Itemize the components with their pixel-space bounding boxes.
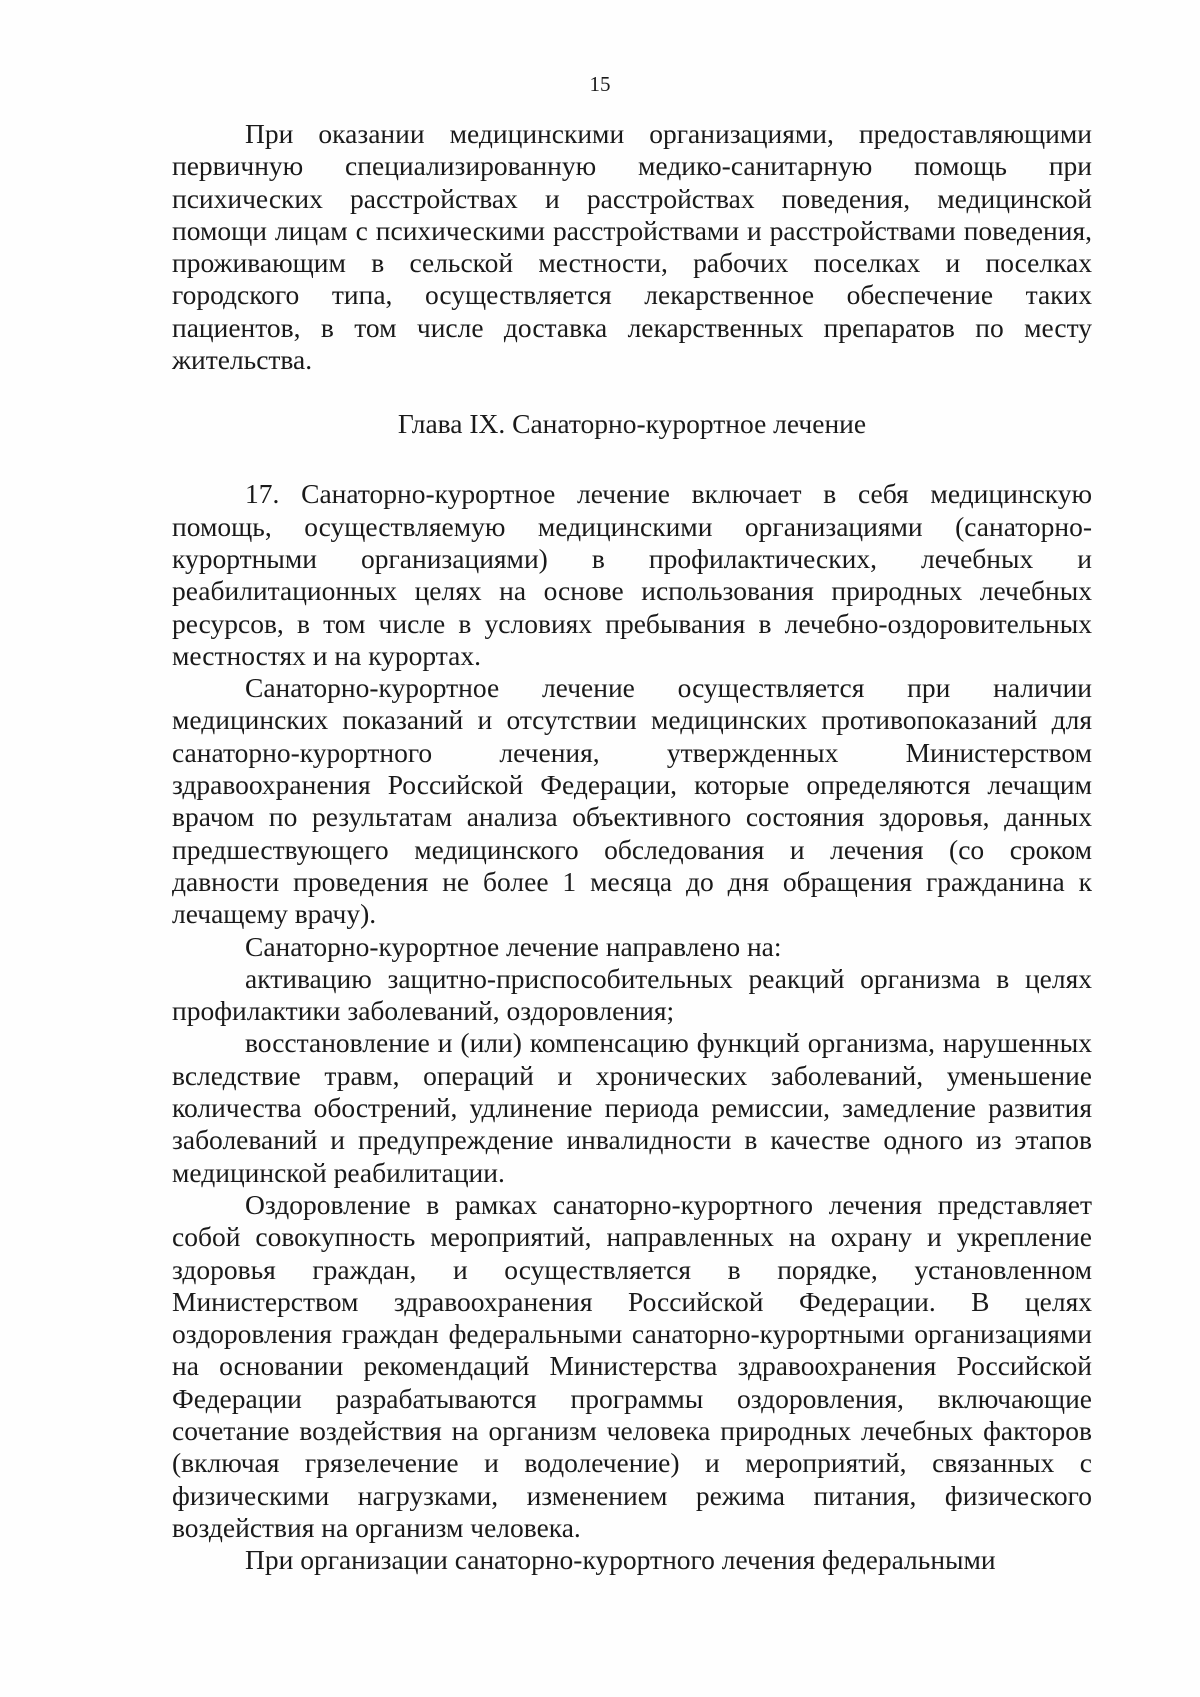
paragraph-aims-intro: Санаторно-курортное лечение направлено на: [245,930,782,962]
paragraph-indications: Санаторно-курортное лечение осуществляется при наличии медицинских показаний и отсутствии медицинских противопоказаний для санаторно-курортного лечения, утвержденных Министерством здравоохранения Российской Федерации, которые определяются лечащим врачом по результатам анализа объективного состояния здоровья, данных предшествующего медицинского обследования и лечения (со сроком давности проведения не более 1 месяца до дня обращения гражданина к лечащему врачу). [172,672,1092,930]
chapter-heading: Глава IX. Санаторно-курортное лечение [397,408,867,440]
paragraph-item-17: 17. Санаторно-курортное лечение включает в себя медицинскую помощь, осуществляемую медицинскими организациями (санаторно-курортными организациями) в профилактических, лечебных и реабилитационных целях на основе использования природных лечебных ресурсов, в том числе в условиях пребывания в лечебно-оздоровительных местностях и на курортах. [172,478,1092,671]
paragraph-wellness: Оздоровление в рамках санаторно-курортного лечения представляет собой совокупность мероприятий, направленных на охрану и укрепление здоровья граждан, и осуществляется в порядке, установленном Министерством здравоохранения Российской Федерации. В целях оздоровления граждан федеральными санаторно-курортными организациями на основании рекомендаций Министерства здравоохранения Российской Федерации разрабатываются программы оздоровления, включающие сочетание воздействия на организм человека природных лечебных факторов (включая грязелечение и водолечение) и мероприятий, связанных с физическими нагрузками, изменением режима питания, физического воздействия на организм человека. [172,1188,1092,1543]
paragraph-aim-activation: активацию защитно-приспособительных реакций организма в целях профилактики заболеваний, оздоровления; [172,962,1092,1027]
page-body [172,118,1092,1576]
page-number: 15 [589,72,611,96]
paragraph-organization: При организации санаторно-курортного лечения федеральными [245,1544,996,1576]
paragraph-drug-supply: При оказании медицинскими организациями, предоставляющими первичную специализированную медико-санитарную помощь при психических расстройствах и расстройствах поведения, медицинской помощи лицам с психическими расстройствами и расстройствами поведения, проживающим в сельской местности, рабочих поселках и поселках городского типа, осуществляется лекарственное обеспечение таких пациентов, в том числе доставка лекарственных препаратов по месту жительства. [172,118,1092,376]
paragraph-aim-recovery: восстановление и (или) компенсацию функций организма, нарушенных вследствие травм, операций и хронических заболеваний, уменьшение количества обострений, удлинение периода ремиссии, замедление развития заболеваний и предупреждение инвалидности в качестве одного из этапов медицинской реабилитации. [172,1027,1092,1188]
